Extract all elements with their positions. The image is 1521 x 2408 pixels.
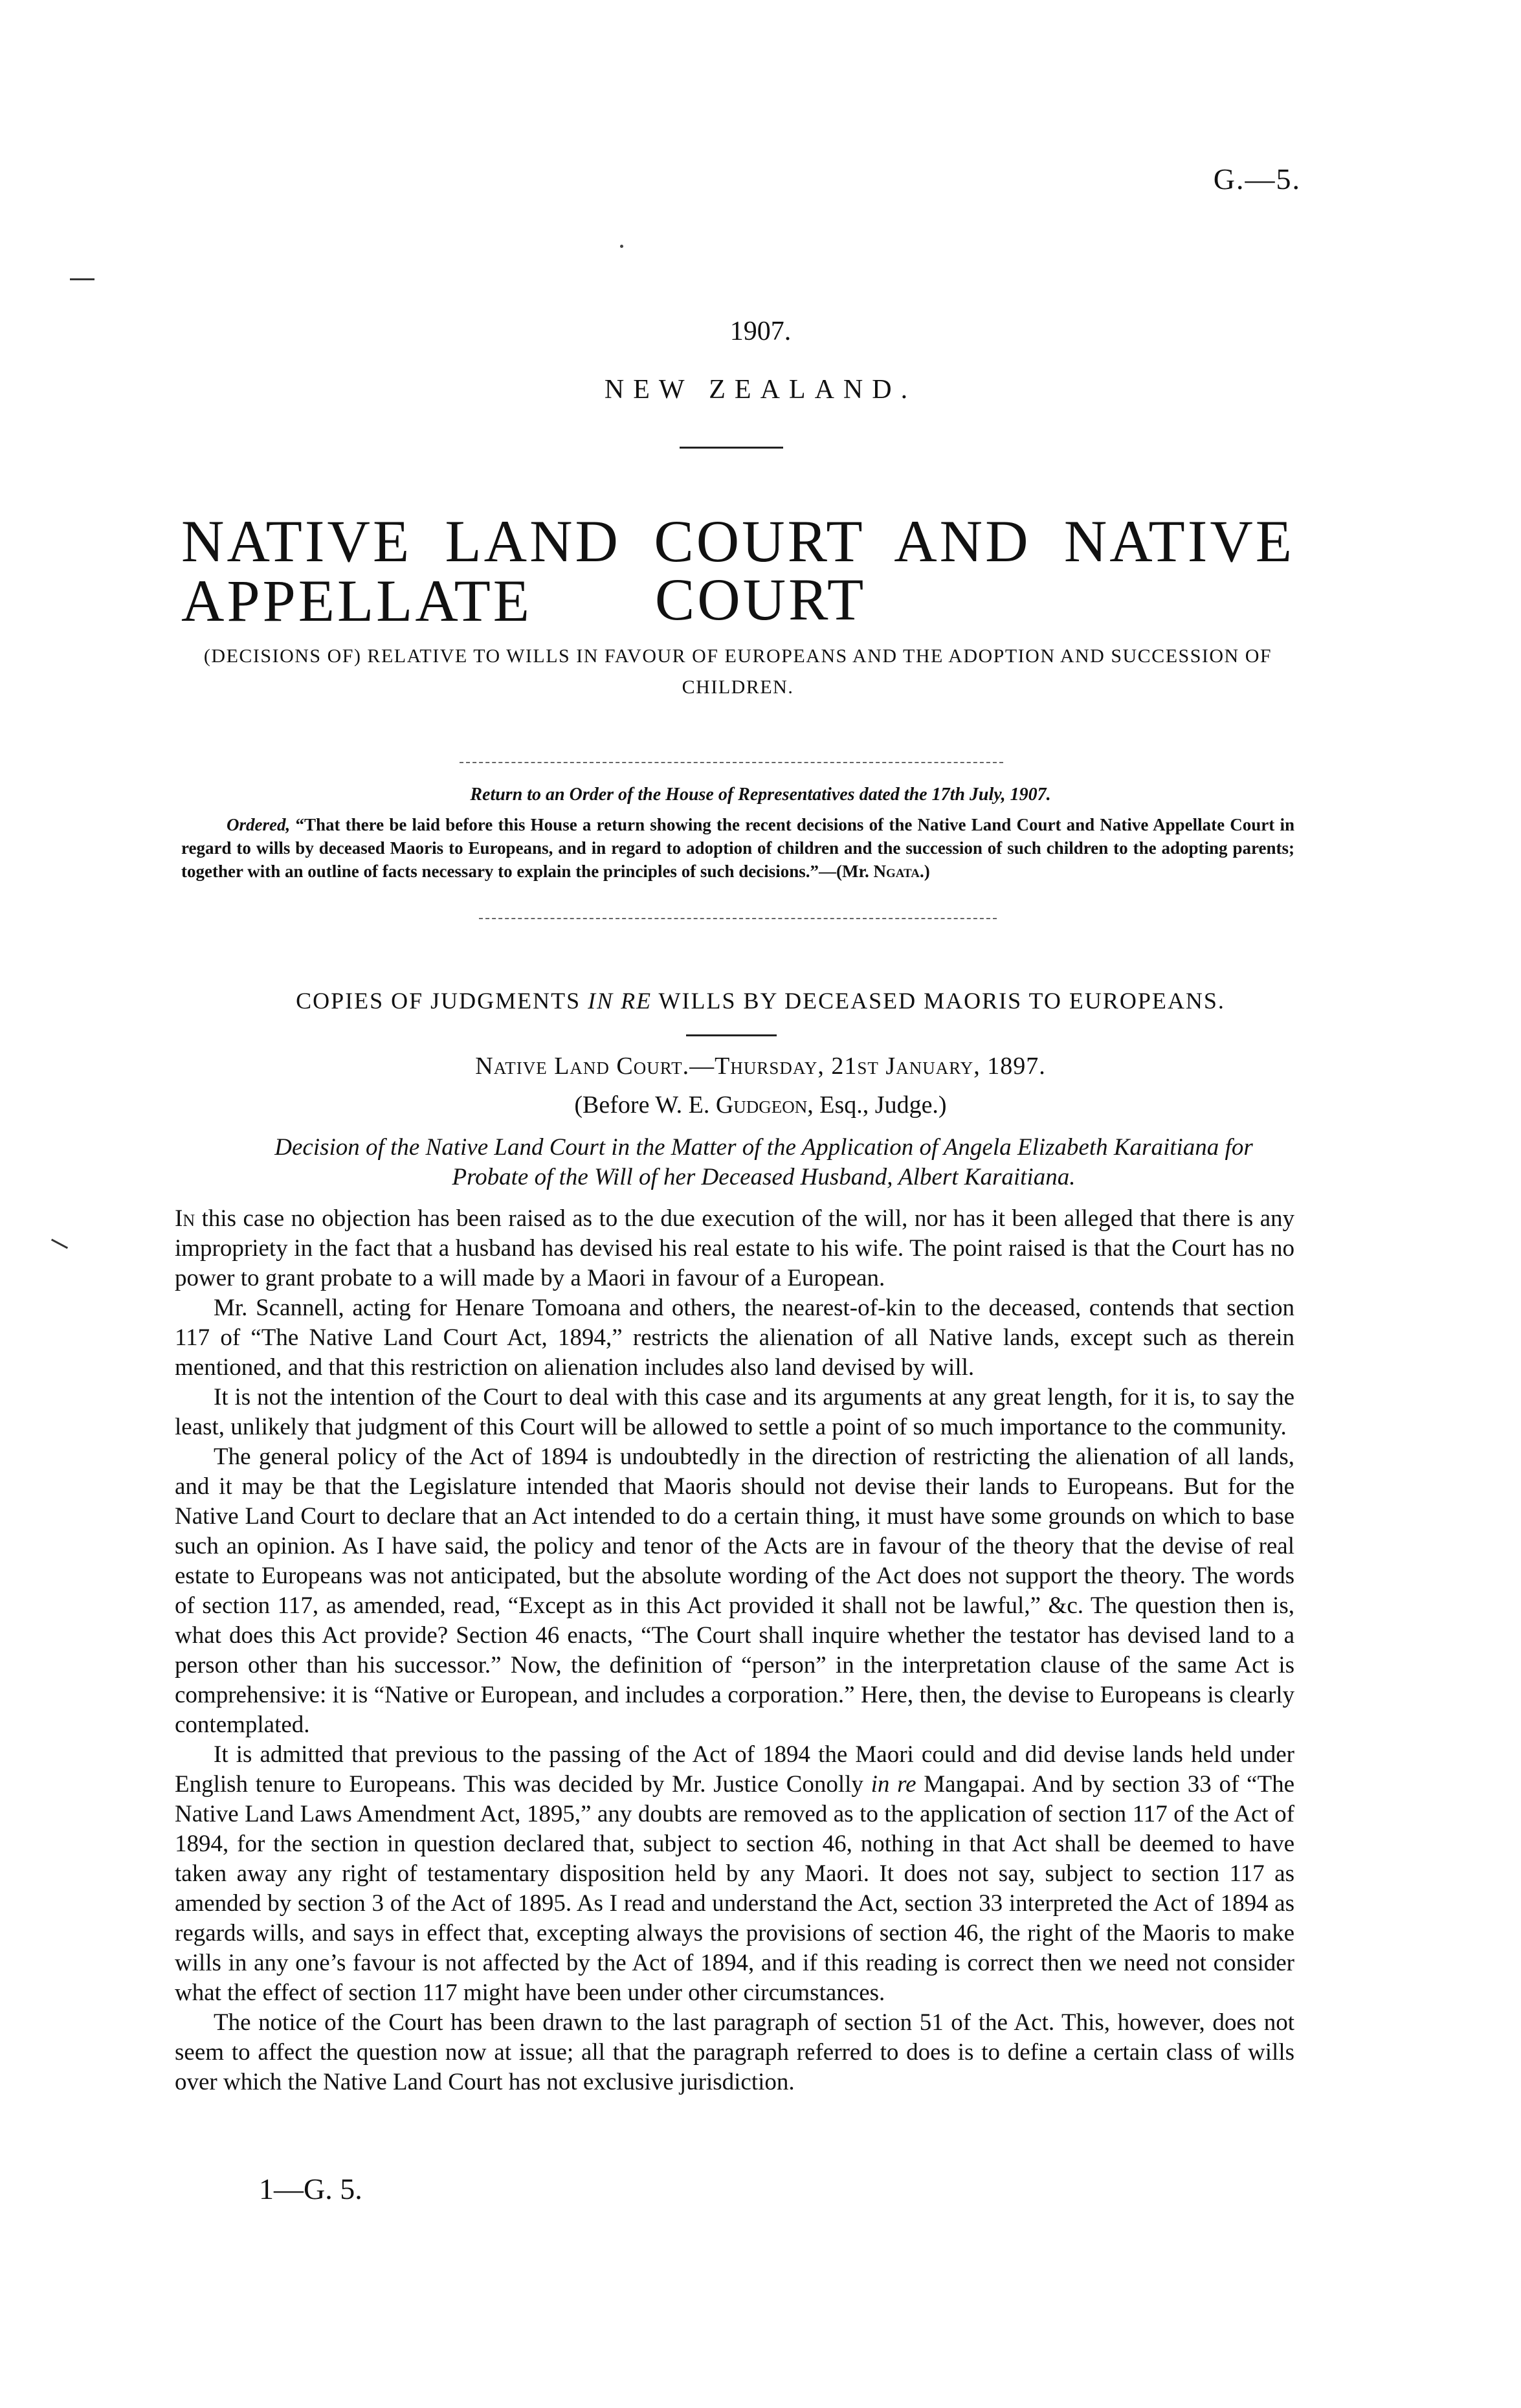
subtitle: (DECISIONS OF) RELATIVE TO WILLS IN FAVOUR OF EUROPEANS AND THE ADOPTION AND SUCCESSION OF CHILDREN. xyxy=(203,645,1272,698)
paragraph xyxy=(175,1204,1294,1293)
paragraph-text: It is admitted that previous to the passing of the Act of 1894 the Maori could and did devise lands held under English tenure to Europeans. This was decided by Mr. Justice Conolly xyxy=(175,1741,1294,1798)
paragraph-text: Mangapai. And by section 33 of “The Native Land Laws Amendment Act, 1895,” any doubts are removed as to the application of section 117 of the Act of 1894, for the section in question declared that, subject to section 46, nothing in that Act shall be deemed to have taken away any right of testamentary disposition held by any Maori. It does not say, subject to section 117 as amended by section 3 of the Act of 1895. As I read and understand the Act, section 33 interpreted the Act of 1894 as regards wills, and says in effect that, excepting always the provisions of section 46, the right of the Maoris to make wills in any one’s favour is not affected by the Act of 1894, and if this reading is correct then we need not consider what the effect of section 117 might have been under other circumstances. xyxy=(175,1771,1294,2006)
before-line xyxy=(0,1091,1521,1119)
title-line-2: COURT xyxy=(654,566,867,632)
decision-heading: Decision of the Native Land Court in the Matter of the Application of Angela Elizabeth Karaitiana for Probate of the Will of her Deceased Husband, Albert Karaitiana. xyxy=(274,1134,1253,1190)
year: 1907. xyxy=(729,317,792,346)
order-end: .) xyxy=(920,862,930,881)
signature-mark: 1—G. 5. xyxy=(259,2172,362,2205)
paragraph: The notice of the Court has been drawn to the last paragraph of section 51 of the Act. This, however, does not seem to affect the question now at issue; all that the paragraph referred to does is to define a certain class of wills over which the Native Land Court has not exclusive jurisdiction. xyxy=(175,2009,1294,2095)
divider xyxy=(479,918,997,919)
before-post: , Esq., Judge.) xyxy=(807,1091,947,1119)
paragraph: The general policy of the Act of 1894 is undoubtedly in the direction of restricting the alienation of all lands, and it may be that the Legislature intended that Maoris should not devise their lands to Europeans. But for the Native Land Court to declare that an Act intended to do a certain thing, it must have some grounds on which to base such an opinion. As I have said, the policy and tenor of the Acts are in favour of the theory that the devise of real estate to Europeans was not anticipated, but the absolute wording of the Act does not support the theory. The words of section 117, as amended, read, “Except as in this Act provided it shall not be lawful,” &c. The question then is, what does this Act provide? Section 46 enacts, “The Court shall inquire whether the testator has devised land to a person other than his successor.” Now, the definition of “person” in the interpretation clause of the same Act is comprehensive: it is “Native or European, and includes a corporation.” Here, then, the devise to Europeans is clearly contemplated. xyxy=(175,1444,1294,1738)
court-date: , 21st xyxy=(817,1053,886,1080)
court-line xyxy=(0,1052,1521,1080)
order-text: “That there be laid before this House a return showing the recent decisions of the Native Land Court and Native Appellate Court in regard to wills by deceased Maoris to Europeans, and in regard to adoption of children and the succession of such children to the adopting parents; together with an outline of facts necessary to explain the principles of such decisions.”—(Mr. xyxy=(181,815,1294,881)
return-line: Return to an Order of the House of Representatives dated the 17th July, 1907. xyxy=(470,785,1051,805)
divider xyxy=(460,762,1003,763)
order-member: Ngata xyxy=(873,862,920,881)
divider xyxy=(680,447,783,449)
paragraph-text: this case no objection has been raised as to the due execution of the will, nor has it been alleged that there is any impropriety in the fact that a husband has devised his real estate to his wife. The point raised is that the Court has no power to grant probate to a will made by a Maori in favour of a European. xyxy=(175,1205,1294,1291)
court-month: January xyxy=(885,1053,974,1080)
order-paragraph xyxy=(181,813,1294,883)
before-pre: (Before W. E. xyxy=(574,1091,716,1119)
copies-heading-pre: COPIES OF JUDGMENTS xyxy=(296,988,588,1014)
paragraph: It is not the intention of the Court to deal with this case and its arguments at any great length, for it is, to say the least, unlikely that judgment of this Court will be allowed to settle a point of so much importance to the community. xyxy=(175,1384,1294,1440)
judge-name: Gudgeon xyxy=(715,1091,808,1119)
divider xyxy=(686,1034,777,1036)
copies-heading-italic: IN RE xyxy=(588,988,652,1014)
court-sep: .— xyxy=(682,1053,715,1080)
paragraph: Mr. Scannell, acting for Henare Tomoana and others, the nearest-of-kin to the deceased, contends that section 117 of “The Native Land Court Act, 1894,” restricts the alienation of all Native lands, except such as therein mentioned, and that this restriction on alienation includes also land devised by will. xyxy=(175,1295,1294,1381)
margin-mark xyxy=(70,278,94,280)
copies-heading-post: WILLS BY DECEASED MAORIS TO EUROPEANS. xyxy=(652,988,1225,1014)
in-re: in re xyxy=(871,1771,916,1798)
page-reference: G.—5. xyxy=(1213,162,1301,195)
order-label: Ordered, xyxy=(227,815,291,834)
paragraph xyxy=(175,1740,1294,2008)
court-name: Native Land Court xyxy=(475,1053,683,1080)
country: NEW ZEALAND. xyxy=(604,375,917,405)
title-line-1: NATIVE LAND COURT AND NATIVE APPELLATE xyxy=(181,508,1294,634)
speck xyxy=(620,245,623,248)
paragraph-lead: In xyxy=(175,1205,195,1232)
margin-mark xyxy=(51,1239,68,1249)
copies-heading xyxy=(0,987,1521,1014)
court-day: Thursday xyxy=(715,1053,818,1080)
court-year: , 1897. xyxy=(973,1053,1046,1080)
judgment-body xyxy=(175,1204,1294,2097)
